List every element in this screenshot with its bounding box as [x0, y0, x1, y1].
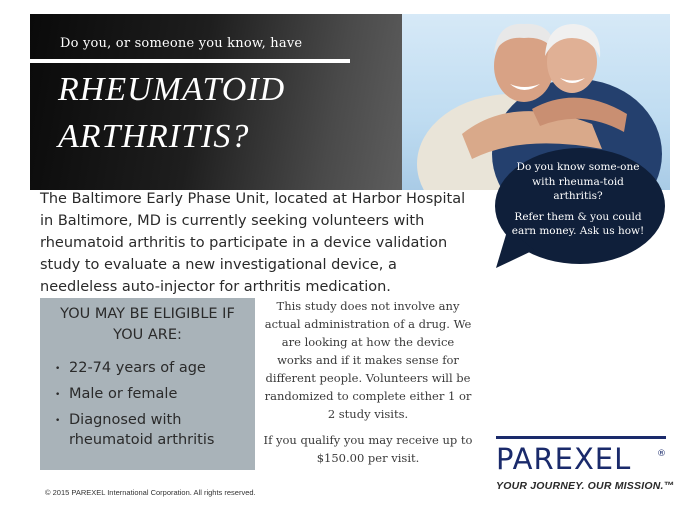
bullet-icon: • [55, 390, 61, 400]
list-item [55, 384, 255, 404]
logo-divider [496, 436, 666, 439]
referral-speech-bubble [490, 146, 666, 270]
list-item [55, 358, 255, 378]
referral-offer: Refer them & you could earn money. Ask us how! [511, 210, 645, 237]
headline-question: Do you, or someone you know, have [60, 36, 303, 51]
eligibility-item-diagnosis: Diagnosed with rheumatoid arthritis [69, 412, 215, 448]
logo-wordmark: PAREXEL [496, 442, 632, 476]
registered-mark: ® [657, 449, 666, 459]
referral-question: Do you know some-one with rheuma-toid arthritis? [516, 161, 640, 202]
list-item [55, 410, 255, 450]
study-payment: If you qualify you may receive up to $150.00 per visit. [263, 433, 473, 465]
intro-paragraph: The Baltimore Early Phase Unit, located at Harbor Hospital in Baltimore, MD is currently seeking volunteers with rheumatoid arthritis to participate in a device validation study to evaluate a new investigational device, a needleless auto-injector for arthritis medication. [40, 191, 466, 295]
headline-banner [30, 14, 402, 190]
bullet-icon: • [55, 364, 61, 374]
parexel-logo [496, 436, 676, 496]
study-details [263, 297, 473, 467]
eligibility-panel [40, 298, 255, 470]
headline-title: RHEUMATOID ARTHRITIS? [58, 71, 286, 155]
copyright-notice: © 2015 PAREXEL International Corporation. All rights reserved. [45, 488, 256, 497]
eligibility-heading: YOU MAY BE ELIGIBLE IF YOU ARE: [60, 306, 235, 343]
study-description: This study does not involve any actual administration of a drug. We are looking at how the device works and if it makes sense for different people. Volunteers will be randomized to complete either 1 or 2 study visits. [264, 299, 472, 421]
logo-tagline: YOUR JOURNEY. OUR MISSION.™ [496, 480, 675, 492]
eligibility-item-sex: Male or female [69, 386, 178, 402]
eligibility-item-age: 22-74 years of age [69, 360, 206, 376]
eligibility-list [40, 358, 255, 450]
headline-divider [30, 59, 350, 63]
bullet-icon: • [55, 416, 61, 426]
